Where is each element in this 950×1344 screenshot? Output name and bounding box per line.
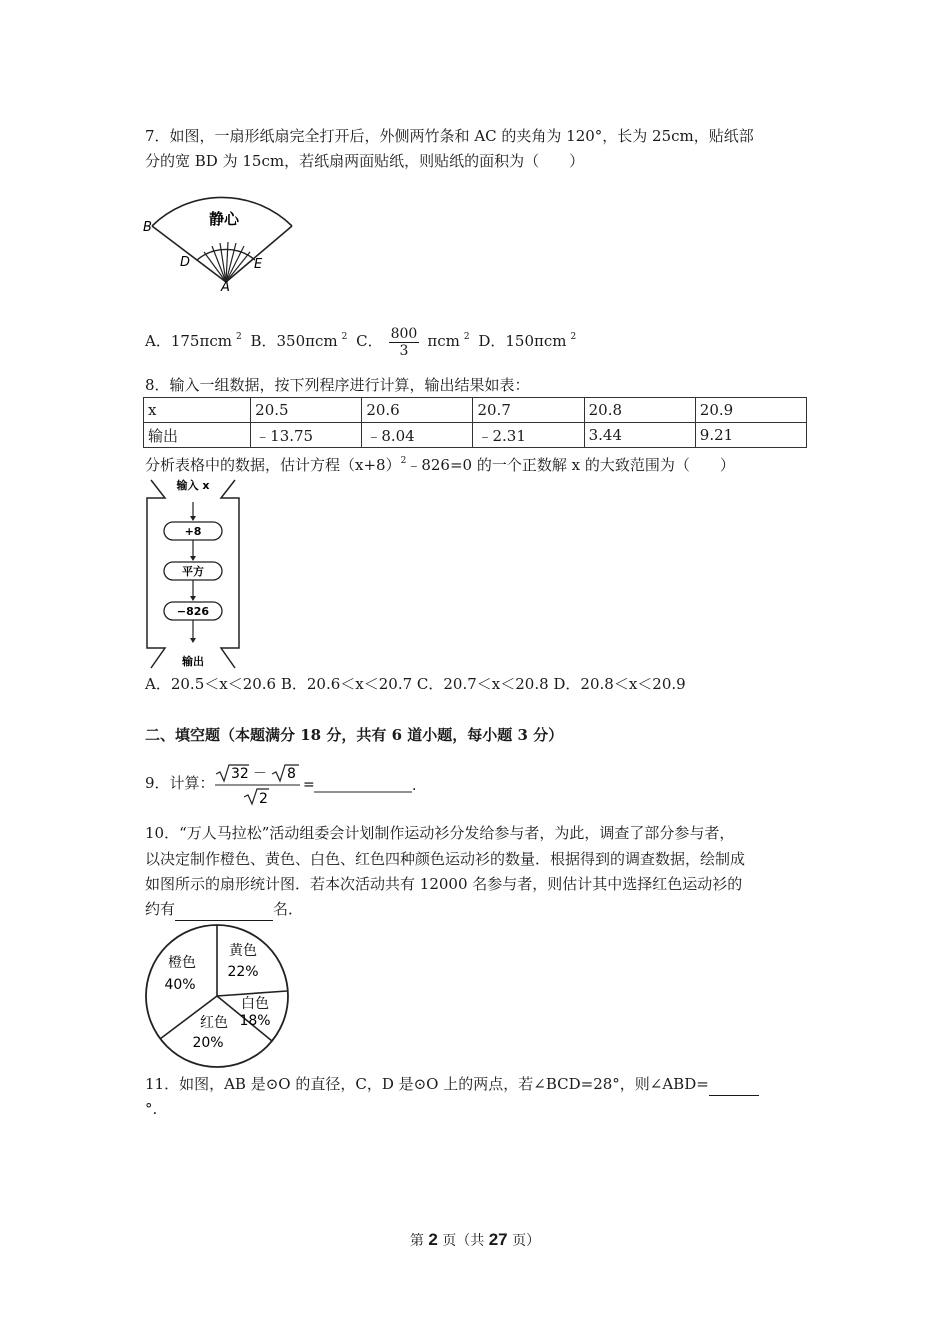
q10-line2: 以决定制作橙色、黄色、白色、红色四种颜色运动衫的数量．根据得到的调查数据，绘制成: [145, 850, 746, 868]
page-number: 2: [428, 1230, 438, 1249]
table-cell: ﹣13.75: [251, 423, 362, 448]
q7-option-a: A．175πcm $^2$: [145, 332, 242, 350]
pie-chart-figure: [140, 922, 295, 1070]
table-cell: 20.5: [251, 398, 362, 423]
q9-equals: =: [303, 777, 315, 793]
q7-options: [145, 322, 580, 359]
table-cell: 20.7: [473, 398, 584, 423]
fan-label-b: B: [143, 220, 152, 235]
table-cell: 9.21: [695, 423, 806, 448]
flowchart-figure: [143, 476, 243, 672]
section-heading: 二、填空题（本题满分 18 分，共有 6 道小题，每小题 3 分）: [145, 726, 564, 744]
flow-step-subtract: −826: [176, 605, 210, 618]
table-row: [144, 398, 807, 423]
pie-red-label: 红色: [200, 1015, 228, 1031]
q9-radicand-den: 2: [259, 791, 268, 807]
table-cell: 输出: [144, 423, 251, 448]
table-cell: 20.8: [584, 398, 695, 423]
q9-radicand-a: 32: [231, 766, 249, 782]
table-cell: 20.9: [695, 398, 806, 423]
q7-option-c-fraction: $\frac{800}{3}$: [390, 325, 418, 359]
q9-expression: [214, 762, 419, 808]
flow-step-add: +8: [184, 525, 202, 538]
q9-prefix: 9．计算：: [145, 774, 215, 792]
fan-center-text: 静心: [208, 210, 240, 228]
table-cell: 20.6: [362, 398, 473, 423]
q8-intro: 8．输入一组数据，按下列程序进行计算，输出结果如表：: [145, 376, 530, 394]
pie-yellow-pct: 22%: [227, 964, 259, 980]
pie-white-label: 白色: [241, 996, 269, 1012]
fan-label-e: E: [254, 257, 263, 272]
q11-line1: 11．如图，AB 是⊙O 的直径，C，D 是⊙O 上的两点，若∠BCD=28°，则∠ABD=: [145, 1073, 759, 1096]
pie-white-pct: 18%: [239, 1013, 271, 1029]
table-cell: x: [144, 398, 251, 423]
fan-label-d: D: [180, 255, 191, 270]
q7-option-c: C． $\frac{800}{3}$ πcm $^2$: [356, 325, 470, 359]
pie-red-pct: 20%: [192, 1035, 224, 1051]
pie-yellow-label: 黄色: [229, 943, 257, 959]
flow-step-square: 平方: [182, 565, 204, 578]
table-row: [144, 423, 807, 448]
q8-options: A．20.5＜x＜20.6 B．20.6＜x＜20.7 C．20.7＜x＜20.8 D．20.8＜x＜20.9: [145, 675, 686, 693]
q9-period: .: [412, 778, 417, 794]
q9-radicand-b: 8: [287, 766, 296, 782]
q7-line1: 7．如图，一扇形纸扇完全打开后，外侧两竹条和 AC 的夹角为 120°，长为 25cm，贴纸部: [145, 127, 754, 145]
page-footer: 第 2 页（共 27 页）: [409, 1230, 541, 1249]
flow-input-label: 输入 x: [176, 479, 210, 492]
q10-line1: 10．“万人马拉松”活动组委会计划制作运动衫分发给参与者，为此，调查了部分参与者，: [145, 824, 735, 842]
q8-question: 分析表格中的数据，估计方程$(x+8)^2﹣826=0$ 的一个正数解 x 的大致范围为（ ）: [145, 456, 735, 474]
pie-orange-label: 橙色: [168, 955, 196, 971]
total-pages: 27: [488, 1230, 508, 1249]
flow-output-label: 输出: [182, 655, 204, 668]
q8-data-table: [143, 397, 807, 448]
q7-option-b: B．350πcm $^2$: [250, 332, 348, 350]
table-cell: 3.44: [584, 423, 695, 448]
q9-minus: －: [253, 766, 267, 782]
fan-label-a: A: [221, 280, 230, 293]
q7-option-d: D．150πcm $^2$: [478, 332, 577, 350]
fan-figure: [142, 178, 302, 293]
pie-orange-pct: 40%: [164, 977, 196, 993]
table-cell: ﹣8.04: [362, 423, 473, 448]
q10-line4: 约有 名．: [145, 898, 303, 921]
q10-line3: 如图所示的扇形统计图．若本次活动共有 12000 名参与者，则估计其中选择红色运动衫的: [145, 875, 743, 893]
q7-line2: 分的宽 BD 为 15cm，若纸扇两面贴纸，则贴纸的面积为（ ）: [145, 152, 585, 170]
q11-line2: °.: [145, 1100, 158, 1118]
table-cell: ﹣2.31: [473, 423, 584, 448]
